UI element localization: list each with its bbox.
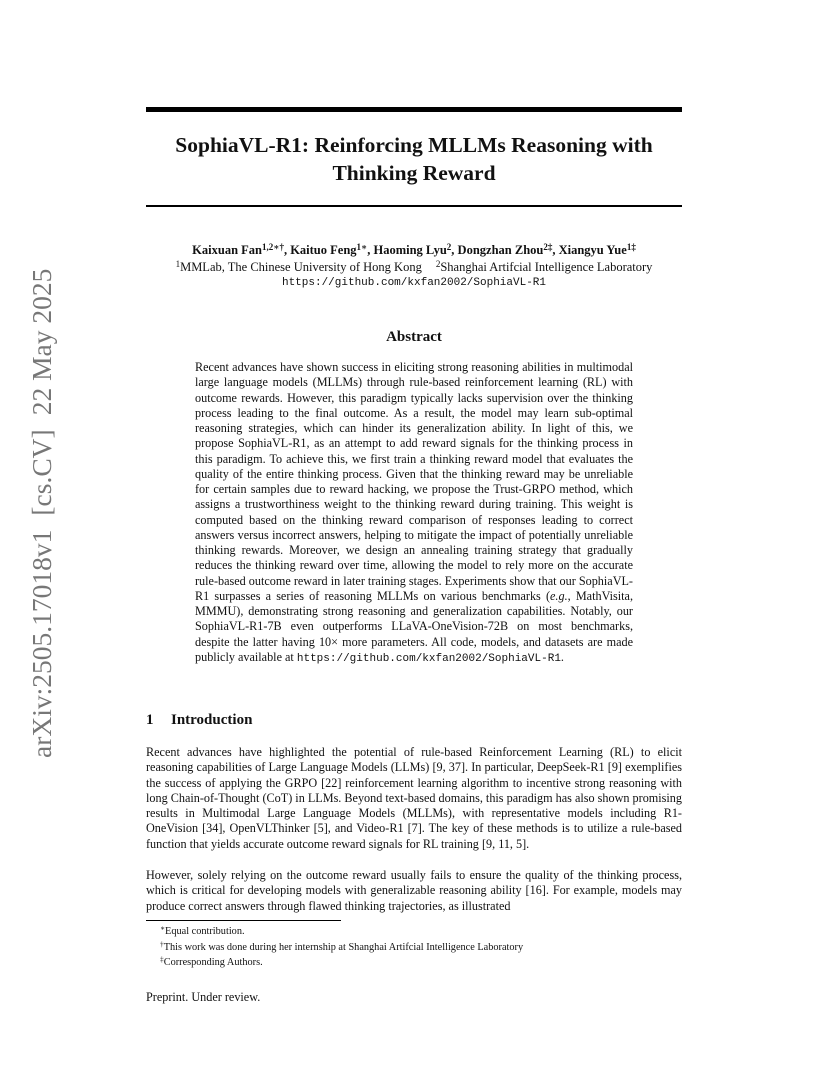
author: Xiangyu Yue$^{1\ddagger}$ [558, 241, 636, 257]
title-top-rule [146, 107, 682, 112]
footnote: ‡Corresponding Authors. [160, 954, 263, 968]
affiliation: $^2$Shanghai Artifcial Intelligence Laboratory [435, 258, 653, 274]
intro-paragraph-2: However, solely relying on the outcome reward usually fails to ensure the quality of the thinking process, which is critical for developing models with generalizable reasoning ability [16]. For example, models may produce correct answers through flawed thinking trajectories, as illustrated [146, 868, 682, 913]
paper-title [146, 131, 682, 187]
intro-paragraph-1: Recent advances have highlighted the potential of rule-based Reinforcement Learning (RL) to elicit reasoning capabilities of Large Language Models (LLMs) [9, 37]. In particular, DeepSeek-R1 [9] exemplifies the success of applying the GRPO [22] reinforcement learning algorithm to incentive strong reasoning with long Chain-of-Thought (CoT) in LLMs. Beyond text-based domains, this paradigm has also shown promising results in Multimodal Large Language Models (MLLMs), with representative models including R1-OneVision [34], OpenVLThinker [5], and Video-R1 [7]. The key of these methods is to utilize a rule-based function that yields accurate outcome reward signals for RL training [9, 11, 5]. [146, 745, 682, 851]
section-title: Introduction [171, 712, 253, 728]
footnote: †This work was done during her internship at Shanghai Artifcial Intelligence Laboratory [160, 939, 524, 953]
section-number: 1 [146, 712, 154, 728]
preprint-note: Preprint. Under review. [146, 990, 261, 1004]
affiliation: $^1$MMLab, The Chinese University of Hong Kong [175, 258, 422, 274]
title-line-2: Thinking Reward [332, 161, 496, 185]
title-bottom-rule [146, 205, 682, 207]
arxiv-stamp [22, 238, 62, 758]
arxiv-id: arXiv:2505.17018v1 [26, 529, 57, 758]
title-line-1: SophiaVL-R1: Reinforcing MLLMs Reasoning with [175, 133, 653, 157]
repo-link[interactable]: https://github.com/kxfan2002/SophiaVL-R1 [281, 277, 547, 289]
footnote-rule [146, 920, 341, 921]
arxiv-category: [cs.CV] [26, 429, 57, 516]
author: Kaixuan Fan$^{1,2∗\dagger}$, [192, 241, 291, 257]
author: Dongzhan Zhou$^{2\ddagger}$, [457, 241, 559, 257]
section-heading-introduction [146, 711, 682, 729]
footnotes [160, 924, 680, 971]
abstract-repo-link[interactable]: https://github.com/kxfan2002/SophiaVL-R1 [296, 652, 561, 665]
author: Haoming Lyu$^2$, [373, 241, 458, 257]
author-list [146, 242, 682, 258]
affiliations [146, 259, 682, 275]
author: Kaituo Feng$^{1∗}$, [290, 241, 374, 257]
arxiv-date: 22 May 2025 [26, 268, 57, 416]
abstract-heading: Abstract [386, 329, 442, 345]
footnote: ∗Equal contribution. [160, 923, 245, 937]
abstract-body: Recent advances have shown success in eliciting strong reasoning abilities in multimodal large language models (MLLMs) through rule-based reinforcement learning (RL) with outcome rewards. However, this paradigm typically lacks supervision over the thinking process leading to the final outcome. As a result, the model may learn sub-optimal reasoning strategies, which can hinder its generalization ability. In light of this, we propose SophiaVL-R1, as an attempt to add reward signals for the thinking process in this paradigm. To achieve this, we first train a thinking reward model that evaluates the quality of the entire thinking process. Given that the thinking reward may be unreliable for certain samples due to reward hacking, we propose the Trust-GRPO method, which assigns a trustworthiness weight to the thinking reward during training. This weight is computed based on the thinking reward comparison of responses leading to correct answers versus incorrect answers, helping to mitigate the impact of potentially unreliable thinking rewards. Moreover, we design an annealing training strategy that gradually reduces the thinking reward over time, allowing the model to rely more on the accurate rule-based outcome reward in later training stages. Experiments show that our SophiaVL-R1 surpasses a series of reasoning MLLMs on various benchmarks (e.g., MathVisita, MMMU), demonstrating strong reasoning and generalization capabilities. Notably, our SophiaVL-R1-7B even outperforms LLaVA-OneVision-72B on most benchmarks, despite the latter having 10× more parameters. All code, models, and datasets are made publicly available at https://github.com/kxfan2002/SophiaVL-R1. [195, 360, 633, 665]
